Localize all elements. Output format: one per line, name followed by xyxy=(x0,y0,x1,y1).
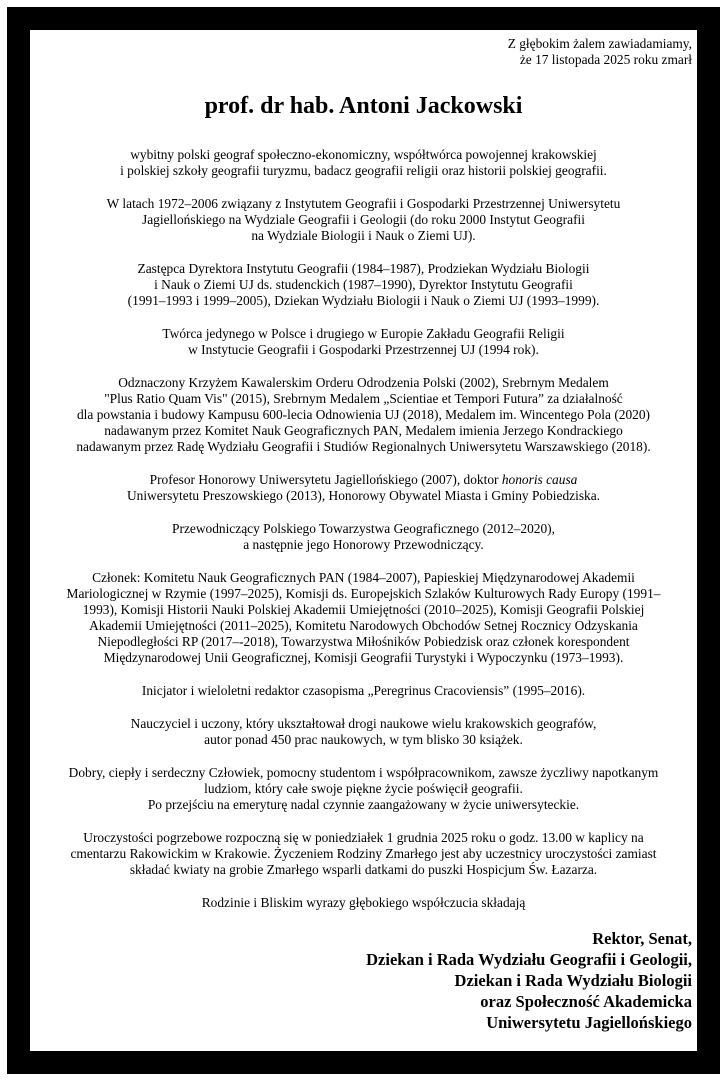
text-line: w Instytucie Geografii i Gospodarki Przestrzennej UJ (1994 rok). xyxy=(188,342,539,357)
text-line: Uroczystości pogrzebowe rozpoczną się w poniedziałek 1 grudnia 2025 roku o godz. 13.00 w kaplicy na xyxy=(83,830,644,845)
text-line: nadawanym przez Radę Wydziału Geografii i Studiów Regionalnych Uniwersytetu Warszawskiego (2018). xyxy=(76,439,651,454)
condolence-signature xyxy=(35,928,692,1033)
text-line: ludziom, który całe swoje piękne życie poświęcił geografii. xyxy=(204,781,523,796)
text-line: składać kwiaty na grobie Zmarłego wsparli datkami do puszki Hospicjum Św. Łazarza. xyxy=(129,862,598,877)
text-line: Niepodległości RP (2017–-2018), Towarzystwa Miłośników Pobiedzisk oraz członek korespondent xyxy=(97,634,630,649)
text-line: autor ponad 450 prac naukowych, w tym blisko 30 książek. xyxy=(204,732,523,747)
bio-summary xyxy=(35,147,692,179)
text-line: cmentarzu Rakowickim w Krakowie. Życzeniem Rodziny Zmarłego jest aby uczestnicy uroczystości zamiast xyxy=(70,846,657,861)
religion-geography-unit xyxy=(35,326,692,358)
text-line: Mariologicznej w Rzymie (1997–2025), Komisji ds. Europejskich Szlaków Kulturowych Rady Europy (1991– xyxy=(66,586,661,601)
text-line: dla powstania i budowy Kampusu 600-lecia Odnowienia UJ (2018), Medalem im. Wincentego Pola (2020) xyxy=(76,407,651,422)
text-line: Profesor Honorowy Uniwersytetu Jagiellońskiego (2007), doktor honoris causa xyxy=(149,472,578,487)
text-line: oraz Społeczność Akademicka xyxy=(480,992,692,1011)
text-line: wybitny polski geograf społeczno-ekonomiczny, współtwórca powojennej krakowskiej xyxy=(130,147,597,162)
text-line: Dobry, ciepły i serdeczny Człowiek, pomocny studentom i współpracownikom, zawsze życzliwy napotkanym xyxy=(68,765,659,780)
text-line: (1991–1993 i 1999–2005), Dziekan Wydziału Biologii i Nauk o Ziemi UJ (1993–1999). xyxy=(127,293,600,308)
text-line: Po przejściu na emeryturę nadal czynnie zaangażowany w życie uniwersyteckie. xyxy=(147,797,580,812)
text-line: Twórca jedynego w Polsce i drugiego w Europie Zakładu Geografii Religii xyxy=(162,326,565,341)
text-line: Uniwersytetu Preszowskiego (2013), Honorowy Obywatel Miasta i Gminy Pobiedziska. xyxy=(126,488,601,503)
honors-medals xyxy=(35,375,692,455)
text-line: i Nauk o Ziemi UJ ds. studenckich (1987–1990), Dyrektor Instytutu Geografii xyxy=(154,277,573,292)
paragraphs-container xyxy=(35,147,692,911)
text-line: Uniwersytetu Jagiellońskiego xyxy=(486,1013,692,1032)
text-line: Rektor, Senat, xyxy=(592,929,692,948)
text-line: "Plus Ratio Quam Vis" (2015), Srebrnym Medalem „Scientiae et Tempori Futura” za działalność xyxy=(104,391,623,406)
text-line: W latach 1972–2006 związany z Instytutem Geografii i Gospodarki Przestrzennej Uniwersytetu xyxy=(106,196,621,211)
text-line: Z głębokim żalem zawiadamiamy, xyxy=(507,36,692,51)
text-line: Dziekan i Rada Wydziału Biologii xyxy=(454,971,692,990)
geographical-society xyxy=(35,521,692,553)
memberships xyxy=(35,570,692,666)
institute-affiliation xyxy=(35,196,692,244)
border-frame xyxy=(7,7,720,1074)
text-line: 1993), Komisji Historii Nauki Polskiej Akademii Umiejętności (2010–2025), Komisji Geografii Polskiej xyxy=(82,602,645,617)
text-line: Odznaczony Krzyżem Kawalerskim Orderu Odrodzenia Polski (2002), Srebrnym Medalem xyxy=(118,375,609,390)
text-line: Przewodniczący Polskiego Towarzystwa Geograficznego (2012–2020), xyxy=(172,521,555,536)
text-line: a następnie jego Honorowy Przewodniczący. xyxy=(243,537,484,552)
text-line: na Wydziale Biologii i Nauk o Ziemi UJ). xyxy=(251,228,476,243)
honorary-titles xyxy=(35,472,692,504)
document-content xyxy=(30,30,697,1051)
text-line: Dziekan i Rada Wydziału Geografii i Geologii, xyxy=(366,950,692,969)
journal-editor xyxy=(35,683,692,699)
text-line: nadawanym przez Komitet Nauk Geograficznych PAN, Medalem imienia Jerzego Kondrackiego xyxy=(104,423,623,438)
text-line: Międzynarodowej Unii Geograficznej, Komisji Geografii Turystyki i Wypoczynku (1973–1993). xyxy=(103,650,624,665)
teacher-author xyxy=(35,716,692,748)
text-line: i polskiej szkoły geografii turyzmu, badacz geografii religii oraz historii polskiej geografii. xyxy=(120,163,607,178)
notice-intro xyxy=(35,36,692,68)
text-line: Inicjator i wieloletni redaktor czasopisma „Peregrinus Cracoviensis” (1995–2016). xyxy=(141,683,586,698)
condolence-line xyxy=(35,895,692,911)
text-line: Nauczyciel i uczony, który ukształtował drogi naukowe wielu krakowskich geografów, xyxy=(130,716,597,731)
text-line: Zastępca Dyrektora Instytutu Geografii (1984–1987), Prodziekan Wydziału Biologii xyxy=(137,261,590,276)
text-line: Członek: Komitetu Nauk Geograficznych PAN (1984–2007), Papieskiej Międzynarodowej Akademii xyxy=(92,570,635,585)
deceased-name-title: prof. dr hab. Antoni Jackowski xyxy=(204,93,523,119)
text-line: Rodzinie i Bliskim wyrazy głębokiego współczucia składają xyxy=(201,895,526,910)
personal-tribute xyxy=(35,765,692,813)
text-line: że 17 listopada 2025 roku zmarł xyxy=(519,52,692,67)
funeral-details xyxy=(35,830,692,878)
text-line: Jagiellońskiego na Wydziale Geografii i Geologii (do roku 2000 Instytut Geografii xyxy=(142,212,585,227)
text-line: Akademii Umiejętności (2011–2025), Komitetu Narodowych Obchodów Setnej Rocznicy Odzyskania xyxy=(89,618,638,633)
academic-positions xyxy=(35,261,692,309)
